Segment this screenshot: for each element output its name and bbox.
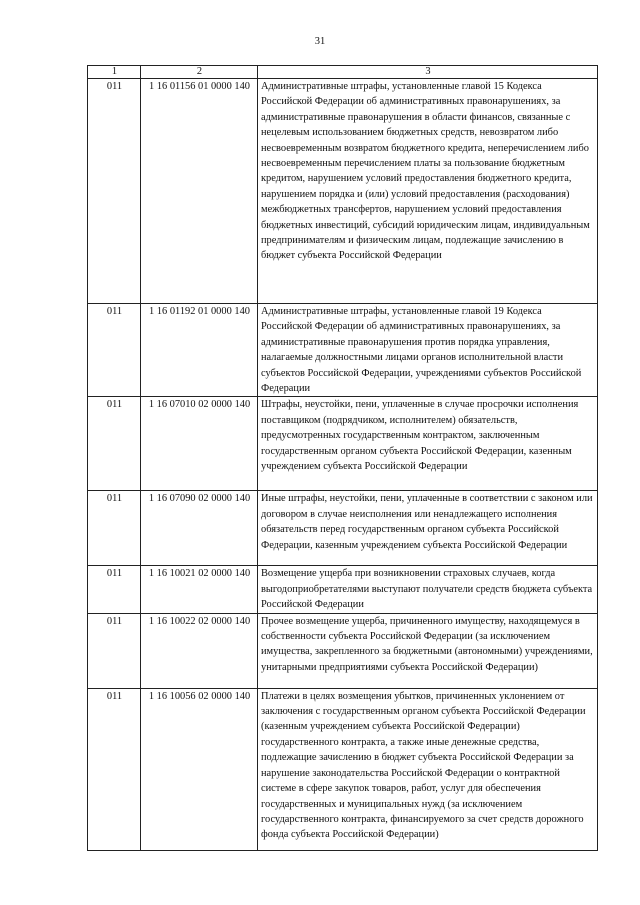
revenue-code-cell: 1 16 01156 01 0000 140: [141, 79, 258, 304]
table-row: [88, 613, 598, 688]
admin-code-cell: 011: [88, 613, 141, 688]
header-cell-3: 3: [258, 66, 598, 79]
table-header-row: [88, 66, 598, 79]
revenue-code-cell: 1 16 07090 02 0000 140: [141, 491, 258, 566]
revenue-description-cell: Прочее возмещение ущерба, причиненного имуществу, находящемуся в собственности субъекта Российской Федерации (за исключением имущества, закрепленного за бюджетными (автономными) учреждениями, унитарными предприятиями субъекта Российской Федерации): [258, 613, 598, 688]
revenue-description-cell: Иные штрафы, неустойки, пени, уплаченные в соответствии с законом или договором в случае неисполнения или ненадлежащего исполнения обязательств перед государственным органом субъекта Российской Федерации, казенным учреждением субъекта Российской Федерации: [258, 491, 598, 566]
revenue-code-cell: 1 16 10022 02 0000 140: [141, 613, 258, 688]
table-row: [88, 79, 598, 304]
table-row: [88, 304, 598, 397]
table-row: [88, 566, 598, 613]
table-row: [88, 688, 598, 850]
revenue-description-cell: Административные штрафы, установленные главой 15 Кодекса Российской Федерации об административных правонарушениях, за административные правонарушения в области финансов, связанные с нецелевым использованием бюджетных средств, невозвратом либо несвоевременным возвратом бюджетного кредита, неперечислением либо несвоевременным перечислением платы за пользование бюджетным кредитом, нарушением условий предоставления бюджетного кредита, нарушением порядка и (или) условий предоставления (расходования) межбюджетных трансфертов, нарушением условий предоставления бюджетных инвестиций, субсидий юридическим лицам, индивидуальным предпринимателям и физическим лицам, подлежащие зачислению в бюджет субъекта Российской Федерации: [258, 79, 598, 304]
revenue-description-cell: Административные штрафы, установленные главой 19 Кодекса Российской Федерации об административных правонарушениях, за административные правонарушения против порядка управления, налагаемые должностными лицами органов исполнительной власти субъектов Российской Федерации, учреждениями субъектов Российской Федерации: [258, 304, 598, 397]
table-row: [88, 397, 598, 491]
revenue-code-cell: 1 16 10056 02 0000 140: [141, 688, 258, 850]
budget-revenue-table: [87, 65, 598, 851]
admin-code-cell: 011: [88, 566, 141, 613]
admin-code-cell: 011: [88, 491, 141, 566]
table-row: [88, 491, 598, 566]
revenue-code-cell: 1 16 10021 02 0000 140: [141, 566, 258, 613]
admin-code-cell: 011: [88, 304, 141, 397]
revenue-code-cell: 1 16 01192 01 0000 140: [141, 304, 258, 397]
revenue-code-cell: 1 16 07010 02 0000 140: [141, 397, 258, 491]
header-cell-1: 1: [88, 66, 141, 79]
page-number: 31: [314, 36, 326, 47]
admin-code-cell: 011: [88, 688, 141, 850]
admin-code-cell: 011: [88, 79, 141, 304]
revenue-description-cell: Штрафы, неустойки, пени, уплаченные в случае просрочки исполнения поставщиком (подрядчиком, исполнителем) обязательств, предусмотренных государственным контрактом, заключенным государственным органом субъекта Российской Федерации, казенным учреждением субъекта Российской Федерации: [258, 397, 598, 491]
revenue-description-cell: Платежи в целях возмещения убытков, причиненных уклонением от заключения с государственным органом субъекта Российской Федерации (казенным учреждением субъекта Российской Федерации) государственного контракта, а также иные денежные средства, подлежащие зачислению в бюджет субъекта Российской Федерации за нарушение законодательства Российской Федерации о контрактной системе в сфере закупок товаров, работ, услуг для обеспечения государственных и муниципальных нужд (за исключением государственного контракта, финансируемого за счет средств дорожного фонда субъекта Российской Федерации): [258, 688, 598, 850]
admin-code-cell: 011: [88, 397, 141, 491]
revenue-description-cell: Возмещение ущерба при возникновении страховых случаев, когда выгодоприобретателями выступают получатели средств бюджета субъекта Российской Федерации: [258, 566, 598, 613]
header-cell-2: 2: [141, 66, 258, 79]
